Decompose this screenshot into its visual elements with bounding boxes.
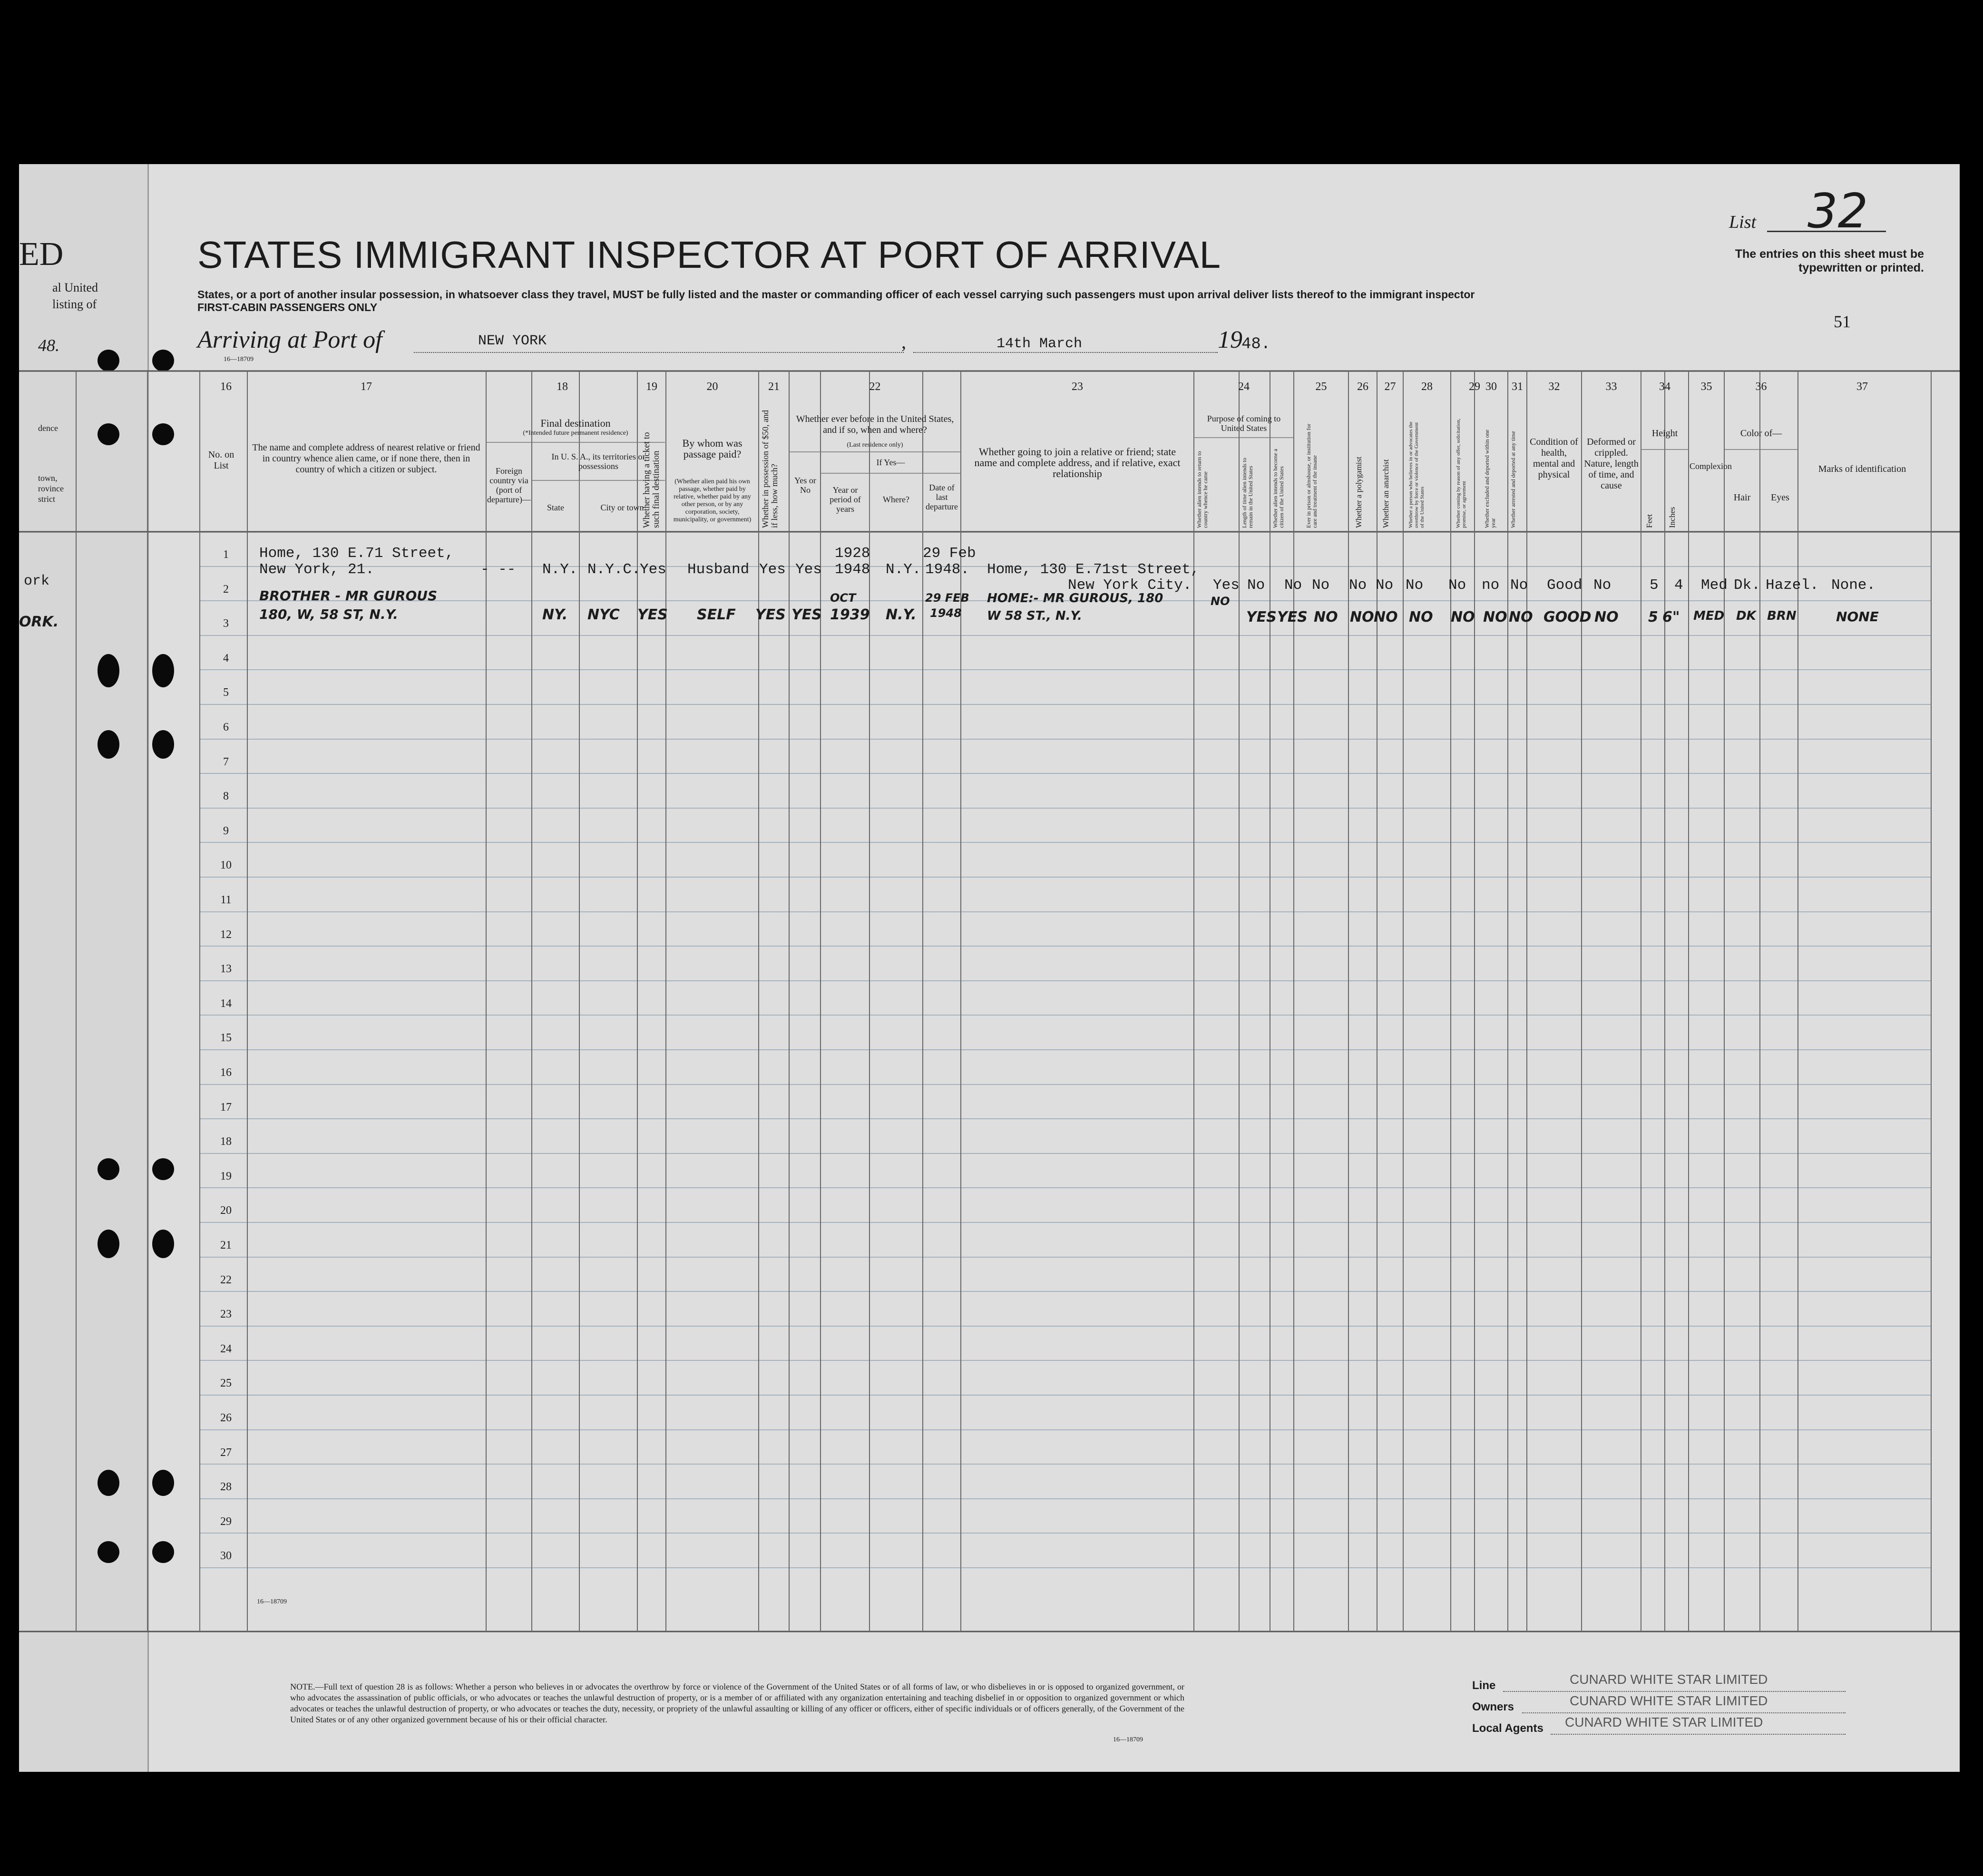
row1-health: Good bbox=[1547, 577, 1582, 594]
column-number: 21 bbox=[768, 381, 780, 393]
column-number: 33 bbox=[1605, 381, 1617, 393]
row1-passage-paid-by: Husband bbox=[687, 561, 750, 578]
column-number: 34 bbox=[1659, 381, 1670, 393]
row2-length-stay: YES bbox=[1246, 609, 1277, 625]
row1-departure-date: 29 Feb bbox=[923, 545, 976, 562]
row-number: 9 bbox=[223, 825, 229, 837]
entries-note: The entries on this sheet must be typewritten or printed. bbox=[1735, 247, 1924, 274]
header-foreign-country: Foreign country via (port of departure)— bbox=[487, 466, 531, 504]
row-number: 7 bbox=[223, 756, 229, 768]
row2-excluded: NO bbox=[1483, 609, 1507, 625]
row1-relative-address: New York, 21. bbox=[259, 561, 374, 578]
strip-text: strict bbox=[38, 494, 55, 504]
row2-city: NYC bbox=[587, 606, 620, 623]
row2-polygamist: NO bbox=[1350, 609, 1374, 625]
strip-text: 48. bbox=[38, 336, 59, 355]
row-number: 30 bbox=[220, 1550, 232, 1562]
row-number: 4 bbox=[223, 652, 229, 664]
column-number: 35 bbox=[1700, 381, 1712, 393]
column-number: 19 bbox=[646, 381, 657, 393]
header-become-citizen: Whether alien intends to become a citizen of the United States bbox=[1272, 449, 1285, 528]
row1-excluded: no bbox=[1482, 577, 1500, 594]
owners-value: CUNARD WHITE STAR LIMITED bbox=[1570, 1693, 1768, 1708]
column-number: 22 bbox=[869, 381, 881, 393]
page-title: STATES IMMIGRANT INSPECTOR AT PORT OF ARRIVAL bbox=[197, 234, 1221, 276]
header-passage-paid: By whom was passage paid? bbox=[682, 437, 742, 460]
header-last-residence: (Last residence only) bbox=[847, 441, 903, 449]
header-eyes: Eyes bbox=[1771, 492, 1789, 503]
header-final-destination-note: (*Intended future permanent residence) bbox=[523, 430, 628, 437]
row1-deformed: No bbox=[1593, 577, 1612, 594]
row2-hair: DK bbox=[1736, 609, 1756, 623]
row2-departure-date: 1948 bbox=[930, 606, 962, 620]
row2-join-address: W 58 ST., N.Y. bbox=[987, 609, 1082, 623]
row-number: 3 bbox=[223, 617, 229, 630]
column-number: 32 bbox=[1548, 381, 1560, 393]
row1-prison: No bbox=[1312, 577, 1330, 594]
row2-eyes: BRN bbox=[1767, 609, 1797, 623]
row-number: 29 bbox=[220, 1515, 232, 1528]
row-number: 11 bbox=[220, 894, 232, 906]
header-previously-in-us: Whether ever before in the United States, and if so, when and where? bbox=[796, 414, 954, 435]
column-number: 16 bbox=[220, 381, 232, 393]
row1-overthrow: No bbox=[1406, 577, 1424, 594]
row-number: 22 bbox=[220, 1274, 232, 1286]
header-height: Height bbox=[1651, 428, 1678, 439]
row-number: 21 bbox=[220, 1239, 232, 1251]
row2-departure-date: 29 FEB bbox=[925, 591, 969, 605]
page-subtitle: States, or a port of another insular possession, in whatsoever class they travel, MUST be fully listed and the master or commanding officer of each vessel carrying such passengers must upon arrival deliver lists thereof to the immigrant inspector bbox=[197, 288, 1475, 301]
row2-before-in-us: YES bbox=[791, 606, 822, 623]
row2-health: GOOD bbox=[1543, 609, 1592, 625]
header-where: Where? bbox=[883, 495, 909, 504]
row2-year: 1939 bbox=[830, 606, 870, 623]
row1-feet: 5 bbox=[1650, 577, 1659, 594]
row1-relative-address: Home, 130 E.71 Street, bbox=[259, 545, 454, 562]
row1-citizen: No bbox=[1284, 577, 1302, 594]
header-complexion: Complexion bbox=[1690, 461, 1732, 471]
row1-eyes: Hazel. bbox=[1766, 577, 1819, 594]
owners-label: Owners bbox=[1472, 1700, 1514, 1713]
column-number: 30 bbox=[1485, 381, 1497, 393]
header-usa: In U. S. A., its territories or possessions bbox=[551, 452, 645, 471]
row1-join-address: Home, 130 E.71st Street, bbox=[987, 561, 1200, 578]
row2-anarchist: NO bbox=[1374, 609, 1398, 625]
row-number: 16 bbox=[220, 1066, 232, 1079]
row-number: 13 bbox=[220, 963, 232, 975]
owners-underline bbox=[1522, 1712, 1846, 1713]
row-number: 20 bbox=[220, 1204, 232, 1217]
header-yes-or-no: Yes or No bbox=[794, 476, 816, 495]
line-underline bbox=[1503, 1691, 1846, 1692]
local-agents-label: Local Agents bbox=[1472, 1722, 1543, 1735]
column-number: 31 bbox=[1512, 381, 1523, 393]
column-number: 37 bbox=[1856, 381, 1868, 393]
row1-where: N.Y. bbox=[886, 561, 921, 578]
row-number: 10 bbox=[220, 859, 232, 871]
header-identification-marks: Marks of identification bbox=[1818, 464, 1906, 474]
row1-arrested: No bbox=[1510, 577, 1528, 594]
row-number: 25 bbox=[220, 1377, 232, 1389]
header-state: State bbox=[547, 503, 564, 512]
column-number: 26 bbox=[1357, 381, 1368, 393]
row1-marks: None. bbox=[1831, 577, 1876, 594]
row1-complexion: Med bbox=[1701, 577, 1728, 594]
header-deformed: Deformed or crippled. Nature, length of time, and cause bbox=[1584, 437, 1639, 491]
header-color-of: Color of— bbox=[1740, 428, 1782, 439]
row-number: 19 bbox=[220, 1170, 232, 1182]
row1-offer: No bbox=[1448, 577, 1466, 594]
sheet-number: 51 bbox=[1834, 312, 1851, 331]
row1-fifty-dollars: Yes bbox=[759, 561, 786, 578]
header-intends-return: Whether alien intends to return to country whence he came bbox=[1196, 451, 1209, 528]
header-excluded: Whether excluded and deported within one year bbox=[1484, 430, 1496, 528]
row2-feet: 5 bbox=[1648, 609, 1658, 625]
row1-length-stay: No bbox=[1247, 577, 1265, 594]
column-number: 28 bbox=[1421, 381, 1433, 393]
year-suffix: 48. bbox=[1241, 335, 1271, 353]
arrival-date: 14th March bbox=[996, 336, 1083, 352]
row1-inches: 4 bbox=[1674, 577, 1683, 594]
comma: , bbox=[901, 331, 906, 352]
header-purpose: Purpose of coming to United States bbox=[1207, 414, 1281, 433]
strip-text: listing of bbox=[52, 297, 97, 311]
arriving-label: Arriving at Port of bbox=[197, 326, 382, 353]
form-code: 16—18709 bbox=[224, 356, 254, 363]
header-passage-paid-note: (Whether alien paid his own passage, whether paid by relative, whether paid by any other person, or by any corporation, society, municipality, or government) bbox=[673, 478, 752, 523]
row-number: 5 bbox=[223, 686, 229, 699]
row2-prison: NO bbox=[1314, 609, 1338, 625]
header-join-relative: Whether going to join a relative or friend; state name and complete address, and if relative, exact relationship bbox=[974, 446, 1181, 479]
row2-passage-paid-by: SELF bbox=[697, 606, 736, 623]
row-number: 24 bbox=[220, 1343, 232, 1355]
row-number: 26 bbox=[220, 1412, 232, 1424]
row-number: 6 bbox=[223, 721, 229, 733]
row2-overthrow: NO bbox=[1409, 609, 1433, 625]
header-relative: The name and complete address of nearest relative or friend in country whence alien came, or if none there, then in country of which a citizen or subject. bbox=[252, 442, 480, 475]
row-number: 15 bbox=[220, 1032, 232, 1044]
row2-relative-address: BROTHER - MR GUROUS bbox=[259, 588, 438, 604]
header-overthrow: Whether a person who believes in or advocates the overthrow by force or violence of the Government of the United States bbox=[1408, 421, 1425, 528]
line-value: CUNARD WHITE STAR LIMITED bbox=[1570, 1672, 1768, 1687]
header-anarchist: Whether an anarchist bbox=[1381, 459, 1390, 528]
header-ticket: Whether having a ticket to such final destination bbox=[642, 432, 661, 528]
row2-inches: 6" bbox=[1662, 609, 1680, 625]
header-length-stay: Length of time alien intends to remain in the United States bbox=[1241, 458, 1254, 528]
column-number: 18 bbox=[557, 381, 568, 393]
header-city: City or town bbox=[600, 503, 644, 512]
column-number: 29 bbox=[1469, 381, 1480, 393]
row2-relative-address: 180, W, 58 ST, N.Y. bbox=[259, 606, 398, 622]
row2-citizen: YES bbox=[1277, 609, 1308, 625]
row-number: 14 bbox=[220, 997, 232, 1010]
row-number: 2 bbox=[223, 583, 229, 596]
row-number: 17 bbox=[220, 1101, 232, 1114]
port-value: NEW YORK bbox=[478, 333, 547, 349]
page-subtitle-class: FIRST-CABIN PASSENGERS ONLY bbox=[197, 301, 378, 313]
row1-join-address: New York City. bbox=[1068, 577, 1192, 594]
header-if-yes: If Yes— bbox=[876, 458, 905, 467]
header-prison: Ever in prison or almshouse, or institution for care and treatment of the insane bbox=[1305, 423, 1318, 528]
column-number: 27 bbox=[1384, 381, 1396, 393]
row2-state: NY. bbox=[542, 606, 568, 623]
strip-text: ORK. bbox=[19, 614, 59, 630]
row1-anarchist: No bbox=[1376, 577, 1394, 594]
strip-text: al United bbox=[52, 281, 98, 294]
row2-deformed: NO bbox=[1594, 609, 1619, 625]
row-number: 23 bbox=[220, 1308, 232, 1320]
row1-ticket: Yes bbox=[640, 561, 666, 578]
row2-fifty-dollars: YES bbox=[755, 606, 786, 623]
header-list-number: No. on List bbox=[208, 449, 234, 471]
row1-state: N.Y. bbox=[542, 561, 578, 578]
row-number: 1 bbox=[223, 548, 229, 561]
strip-text: dence bbox=[38, 423, 58, 433]
row1-before-in-us: Yes bbox=[795, 561, 822, 578]
row2-year: OCT bbox=[830, 591, 856, 605]
header-health: Condition of health, mental and physical bbox=[1530, 437, 1578, 480]
header-polygamist: Whether a polygamist bbox=[1354, 456, 1363, 528]
strip-text: town, bbox=[38, 473, 58, 483]
column-number: 24 bbox=[1238, 381, 1250, 393]
header-year: Year or period of years bbox=[830, 485, 861, 514]
row1-hair: Dk. bbox=[1734, 577, 1760, 594]
row-number: 28 bbox=[220, 1481, 232, 1493]
local-agents-value: CUNARD WHITE STAR LIMITED bbox=[1565, 1715, 1763, 1729]
strip-title-fragment: ED bbox=[19, 236, 64, 273]
row2-where: N.Y. bbox=[886, 606, 917, 623]
strip-text: ork bbox=[24, 573, 50, 589]
row2-ticket: YES bbox=[637, 606, 668, 623]
row2-arrested: NO bbox=[1509, 609, 1533, 625]
header-arrested: Whether arrested and deported at any time bbox=[1510, 431, 1516, 528]
row1-polygamist: No bbox=[1349, 577, 1367, 594]
row2-complexion: MED bbox=[1693, 609, 1725, 623]
row-number: 27 bbox=[220, 1446, 232, 1459]
column-number: 17 bbox=[361, 381, 372, 393]
row1-city: N.Y.C. bbox=[587, 561, 641, 578]
row2-return: NO bbox=[1211, 595, 1230, 608]
header-date-departure: Date of last departure bbox=[926, 483, 958, 511]
form-code-footer: 16—18709 bbox=[1113, 1736, 1143, 1743]
row1-departure-date: 1948. bbox=[925, 561, 970, 578]
row-number: 12 bbox=[220, 928, 232, 941]
row2-join-address: HOME:- MR GUROUS, 180 bbox=[987, 591, 1163, 606]
column-number: 25 bbox=[1315, 381, 1327, 393]
header-feet: Feet bbox=[1645, 514, 1654, 528]
header-inches: Inches bbox=[1668, 507, 1677, 528]
strip-text: rovince bbox=[38, 484, 64, 493]
column-number: 20 bbox=[706, 381, 718, 393]
row1-year: 1948 bbox=[835, 561, 870, 578]
column-number: 36 bbox=[1755, 381, 1767, 393]
row1-year: 1928 bbox=[835, 545, 870, 562]
year-prefix: 19 bbox=[1218, 326, 1242, 353]
list-number: 32 bbox=[1807, 183, 1868, 239]
row-number: 8 bbox=[223, 790, 229, 802]
row-number: 18 bbox=[220, 1135, 232, 1148]
line-label: Line bbox=[1472, 1679, 1496, 1692]
header-hair: Hair bbox=[1733, 492, 1751, 503]
header-offer: Whether coming by reason of any offer, solicitation, promise, or agreement bbox=[1456, 419, 1467, 528]
header-final-destination: Final destination bbox=[540, 417, 611, 429]
row1-foreign-country: - -- bbox=[480, 561, 516, 578]
column-number: 23 bbox=[1072, 381, 1083, 393]
list-label: List bbox=[1729, 212, 1757, 232]
agents-underline bbox=[1551, 1734, 1846, 1735]
row1-return: Yes bbox=[1213, 577, 1240, 594]
question-28-note: NOTE.—Full text of question 28 is as follows: Whether a person who believes in or advocates the overthrow by force or violence of the Government of the United States or of all forms of law, or who disbelieves in or is opposed to organized government, or who advocates the assassination of public officials, or who advocates or teaches the unlawful destruction of property, or is a member of or affiliated with any organization entertaining and teaching disbelief in or opposition to organized government or which advocates or teaches the unlawful destruction of property, or who advocates or teaches the duty, necessity, or propriety of the unlawful assaulting or killing of any officer or officers, either of specific individuals or of officers generally, of the Government of the United States or of any other organized government because of his or their official character. bbox=[290, 1682, 1184, 1724]
header-fifty-dollars: Whether in possession of $50, and if less, how much? bbox=[761, 410, 779, 528]
form-code-bottom: 16—18709 bbox=[257, 1598, 287, 1605]
row2-marks: NONE bbox=[1836, 609, 1879, 625]
row2-offer: NO bbox=[1451, 609, 1475, 625]
